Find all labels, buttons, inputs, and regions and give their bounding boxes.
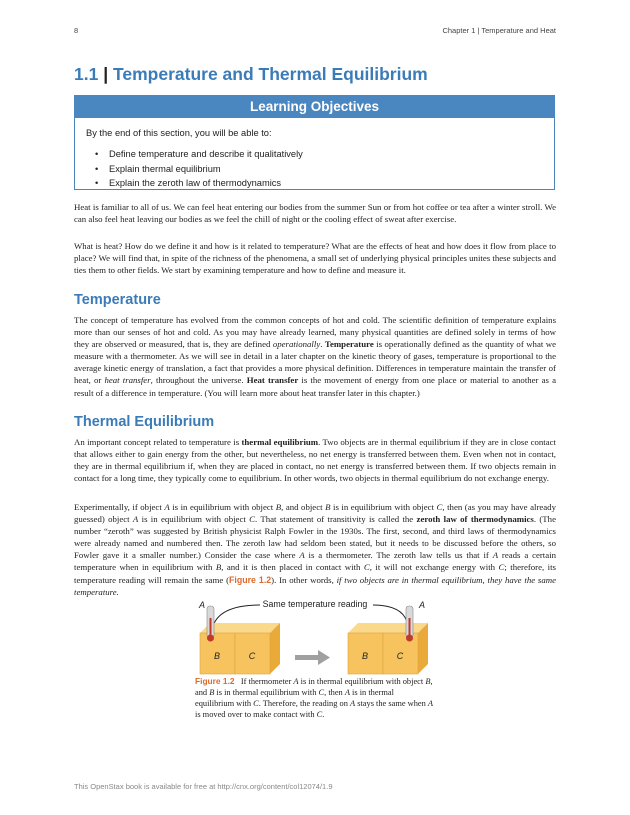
intro-paragraph: Heat is familiar to all of us. We can feel heat entering our bodies from the summer Sun or from hot coffee or tea after a winter stroll. We can also feel heat leaving our bodies as we feel the chill of night or the cooling effect of sweat after exercise.: [74, 202, 556, 225]
figure-caption: Figure 1.2 If thermometer A is in thermal equilibrium with object B, and B is in thermal equilibrium with C, then A is in thermal equilibrium with C. Therefore, the reading on A stays the same when A is moved over to make contact with C.: [195, 676, 434, 719]
intro-paragraph-1-block: [74, 201, 556, 225]
block-b-label: B: [213, 651, 221, 661]
equilibrium-paragraph-1-block: [74, 436, 556, 484]
thermometer-a-label: A: [419, 600, 426, 610]
section-title: [74, 64, 428, 85]
temperature-paragraph-block: [74, 314, 556, 399]
bullet-icon: •: [95, 178, 99, 189]
figure-reference-link[interactable]: Figure 1.2: [229, 574, 272, 585]
intro-paragraph-2-block: [74, 240, 556, 276]
learning-objectives-heading: Learning Objectives: [75, 96, 554, 118]
thermometer-a-label: A: [199, 600, 206, 610]
objective-text: Explain thermal equilibrium: [109, 163, 221, 174]
page-number: 8: [74, 26, 79, 35]
equilibrium-paragraph-2-block: [74, 501, 556, 598]
bullet-icon: •: [95, 149, 99, 159]
section-separator: |: [103, 64, 109, 84]
learning-objectives-intro: By the end of this section, you will be able to:: [86, 128, 272, 138]
objective-text: Explain the zeroth law of thermodynamics: [109, 178, 282, 189]
section-number: 1.1: [74, 64, 99, 84]
list-item: [95, 147, 303, 162]
temperature-paragraph: The concept of temperature has evolved from the common concepts of hot and cold. The scientific definition of temperature explains more than our senses of hot and cold. As you may have already learned, many physical quantities are defined solely in terms of how they are observed or measured, that is, they are defined operationally. Temperature is operationally defined as the quantity of what we measure with a thermometer. As we will see in detail in a later chapter on the kinetic theory of gases, temperature is proportional to the average kinetic energy of translation, a fact that provides a more physical definition. Differences in temperature maintain the transfer of heat, or heat transfer, throughout the universe. Heat transfer is the movement of energy from one place or material to another as a result of a difference in temperature. (You will learn more about heat transfer later in this chapter.): [74, 315, 556, 398]
learning-objectives-list: [95, 147, 303, 191]
blocks-right: [348, 623, 428, 674]
pointer-line-right: [373, 605, 408, 626]
list-item: [95, 176, 303, 191]
arrow-icon: [295, 650, 330, 665]
same-temperature-label: Same temperature reading: [262, 599, 368, 609]
block-c-label: C: [396, 651, 404, 661]
pointer-line-left: [213, 605, 260, 626]
block-b-label: B: [361, 651, 369, 661]
page-footer: This OpenStax book is available for free at http://cnx.org/content/col12074/1.9: [74, 782, 333, 791]
learning-objectives-box: [74, 95, 555, 190]
intro-paragraph: What is heat? How do we define it and how is it related to temperature? What are the effects of heat and how does it flow from place to place? We will find that, in spite of the richness of the phenomena, a small set of underlying physical principles unites these subjects and ties them to other fields. We start by examining temperature and how to define and measure it.: [74, 241, 556, 276]
thermal-equilibrium-heading: Thermal Equilibrium: [74, 414, 215, 430]
figure-label: Figure 1.2: [195, 676, 235, 686]
temperature-heading: Temperature: [74, 292, 161, 308]
running-header: Chapter 1 | Temperature and Heat: [442, 26, 556, 35]
figure-1-2: [190, 598, 440, 748]
equilibrium-paragraph: Experimentally, if object A is in equilibrium with object B, and object B is in equilibrium with object C, then (as you may have already guessed) object A is in equilibrium with object C. That statement of transitivity is called the zeroth law of thermodynamics. (The number “zeroth” was suggested by British physicist Ralph Fowler in the 1930s. The first, second, and third laws of thermodynamics were already named and numbered then. The zeroth law had seldom been stated, but it needs to be discussed before the others, so Fowler gave it a smaller number.) Consider the case where A is a thermometer. The zeroth law tells us that if A reads a certain temperature when in equilibrium with B, and it is then placed in contact with C, it will not exchange energy with C; therefore, its temperature reading will remain the same (Figure 1.2). In other words, if two objects are in thermal equilibrium, they have the same temperature.: [74, 502, 557, 597]
bullet-icon: •: [95, 163, 99, 174]
objective-text: Define temperature and describe it qualitatively: [109, 149, 303, 159]
section-title-text: Temperature and Thermal Equilibrium: [112, 64, 428, 84]
block-c-label: C: [248, 651, 256, 661]
list-item: [95, 162, 303, 177]
equilibrium-paragraph: An important concept related to temperature is thermal equilibrium. Two objects are in thermal equilibrium if they are in close contact that allows either to gain energy from the other, but nevertheless, no net energy is transferred between them. Even when not in contact, they are in thermal equilibrium if, when they are placed in contact, no net energy is transferred between them. If two objects remain in contact for a long time, they typically come to equilibrium. In other words, two objects in thermal equilibrium do not exchange energy.: [74, 437, 556, 484]
